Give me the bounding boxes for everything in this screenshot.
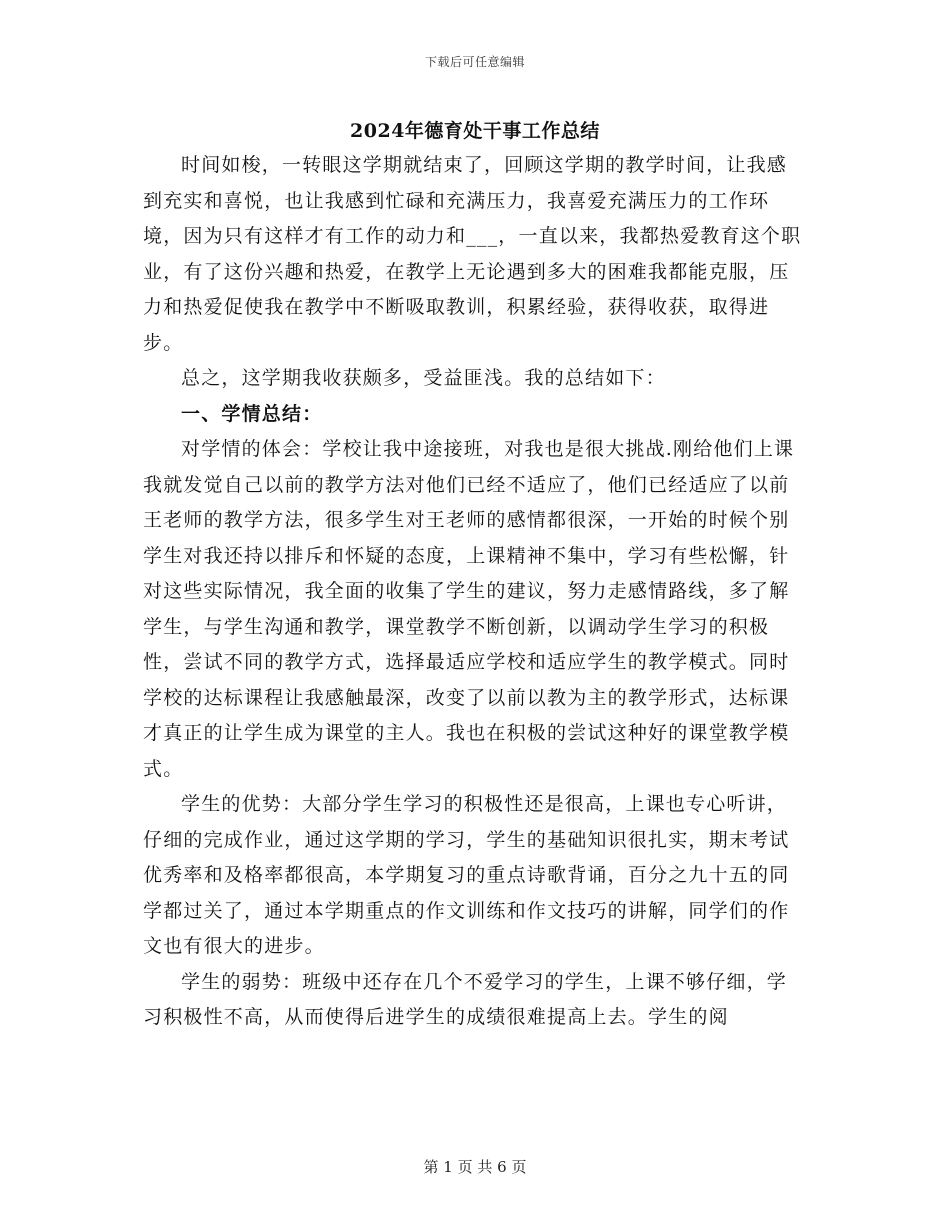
page-number-footer: 第 1 页 共 6 页 (423, 1158, 527, 1176)
document-body (143, 148, 803, 1036)
page-header-note: 下载后可任意编辑 (424, 55, 525, 69)
paragraph-summary: 总之，这学期我收获颇多，受益匪浅。我的总结如下： (181, 367, 666, 389)
paragraph-intro: 时间如梭，一转眼这学期就结束了，回顾这学期的教学时间，让我感到充实和喜悦，也让我感到忙碌和充满压力，我喜爱充满压力的工作环境，因为只有这样才有工作的动力和___，一直以来，我都热爱教育这个职业，有了这份兴趣和热爱，在教学上无论遇到多大的困难我都能克服，压力和热爱促使我在教学中不断吸取教训，积累经验，获得收获，取得进步。 (143, 154, 802, 354)
paragraph-learning-experience: 对学情的体会：学校让我中途接班，对我也是很大挑战.刚给他们上课我就发觉自己以前的教学方法对他们已经不适应了，他们已经适应了以前王老师的教学方法，很多学生对王老师的感情都很深，一开始的时候个别学生对我还持以排斥和怀疑的态度，上课精神不集中，学习有些松懈，针对这些实际情况，我全面的收集了学生的建议，努力走感情路线，多了解学生，与学生沟通和教学，课堂教学不断创新，以调动学生学习的积极性，尝试不同的教学方式，选择最适应学校和适应学生的教学模式。同时学校的达标课程让我感触最深，改变了以前以教为主的教学形式，达标课才真正的让学生成为课堂的主人。我也在积极的尝试这种好的课堂教学模式。 (143, 438, 795, 780)
document-title: 2024年德育处干事工作总结 (350, 120, 600, 142)
section-heading-learning: 一、学情总结： (181, 402, 323, 425)
paragraph-student-weaknesses: 学生的弱势：班级中还存在几个不爱学习的学生，上课不够仔细，学习积极性不高，从而使得后进学生的成绩很难提高上去。学生的阅 (143, 970, 788, 1028)
paragraph-student-strengths: 学生的优势：大部分学生学习的积极性还是很高，上课也专心听讲，仔细的完成作业，通过这学期的学习，学生的基础知识很扎实，期末考试优秀率和及格率都很高，本学期复习的重点诗歌背诵，百分之九十五的同学都过关了，通过本学期重点的作文训练和作文技巧的讲解，同学们的作文也有很大的进步。 (143, 793, 790, 957)
